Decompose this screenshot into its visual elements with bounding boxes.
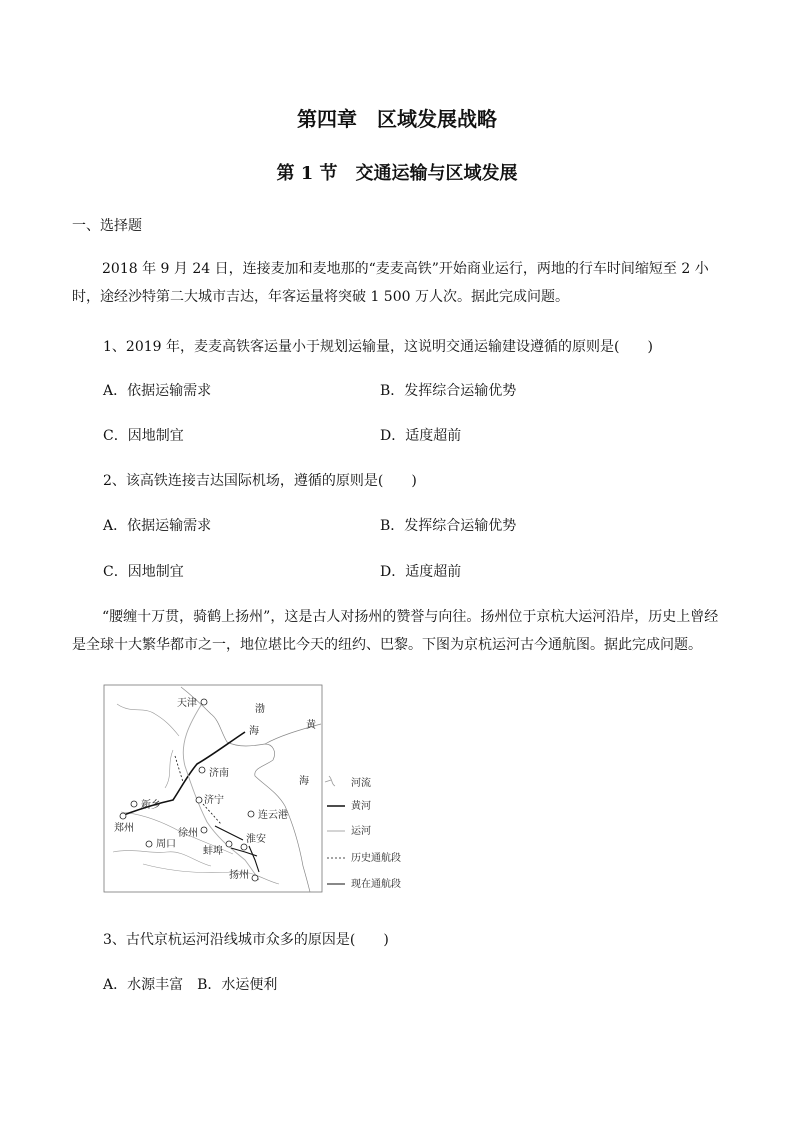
city-label-zhengzhou: 郑州 [114, 823, 134, 834]
section-title: 第 1 节 交通运输与区域发展 [276, 163, 518, 184]
grand-canal-map [103, 684, 415, 894]
city-label-zhoukou: 周口 [156, 839, 176, 850]
city-marker-jinan [199, 767, 205, 773]
question-3-stem: 3、古代京杭运河沿线城市众多的原因是( ) [103, 932, 389, 948]
sea-label-hai-2: 海 [299, 776, 309, 787]
city-label-tianjin: 天津 [177, 698, 197, 709]
legend-current-label: 现在通航段 [351, 879, 401, 890]
city-label-lianyungang: 连云港 [258, 810, 288, 821]
part-label: 一、选择题 [72, 218, 142, 234]
city-label-xuzhou: 徐州 [178, 828, 198, 839]
chapter-title: 第四章 区域发展战略 [297, 107, 497, 131]
city-label-xinxiang: 新乡 [141, 800, 161, 811]
sea-label-bo: 渤 [255, 704, 265, 715]
sea-label-huang: 黄 [306, 720, 316, 731]
city-marker-lianyungang [248, 811, 254, 817]
question-1-option-b: B．发挥综合运输优势 [380, 383, 517, 399]
passage-2: “腰缠十万贯，骑鹤上扬州”，这是古人对扬州的赞誉与向往。扬州位于京杭大运河沿岸，历史上曾经是全球十大繁华都市之一，地位堪比今天的纽约、巴黎。下图为京杭运河古今通航图。据此完成问题。 [72, 609, 719, 653]
legend-historical-label: 历史通航段 [351, 853, 401, 864]
city-label-huaian: 淮安 [246, 834, 266, 845]
legend-canal-label: 运河 [351, 826, 371, 837]
legend-yellow-river-label: 黄河 [351, 801, 371, 812]
sea-label-hai-1: 海 [249, 726, 259, 737]
question-1-option-a: A．依据运输需求 [103, 383, 212, 399]
question-2-option-d: D．适度超前 [380, 564, 462, 580]
question-2-option-b: B．发挥综合运输优势 [380, 518, 517, 534]
city-marker-xinxiang [131, 801, 137, 807]
map-legend [325, 776, 401, 890]
question-2-option-c: C．因地制宜 [103, 564, 184, 580]
question-1-stem: 1、2019 年，麦麦高铁客运量小于规划运输量，这说明交通运输建设遵循的原则是( ) [103, 339, 653, 355]
legend-river-label: 河流 [351, 778, 371, 789]
city-marker-jining [196, 797, 202, 803]
legend-river-symbol [325, 776, 335, 786]
city-marker-tianjin [201, 699, 207, 705]
city-marker-yangzhou [252, 875, 258, 881]
city-marker-xuzhou [201, 827, 207, 833]
city-marker-zhengzhou [120, 813, 126, 819]
city-marker-bengbu [226, 841, 232, 847]
question-2-stem: 2、该高铁连接吉达国际机场，遵循的原则是( ) [103, 473, 417, 489]
city-marker-zhoukou [146, 841, 152, 847]
question-1-option-d: D．适度超前 [380, 428, 462, 444]
passage-1: 2018 年 9 月 24 日，连接麦加和麦地那的“麦麦高铁”开始商业运行，两地的行车时间缩短至 2 小时，途经沙特第二大城市吉达，年客运量将突破 1 500 万人次。据此完成问题。 [72, 261, 709, 305]
question-1-option-c: C．因地制宜 [103, 428, 184, 444]
city-label-bengbu: 蚌埠 [203, 846, 223, 857]
city-label-jining: 济宁 [204, 795, 224, 806]
question-2-option-a: A．依据运输需求 [103, 518, 212, 534]
city-label-jinan: 济南 [209, 768, 229, 779]
question-3-options-ab: A．水源丰富 B．水运便利 [103, 977, 278, 993]
city-label-yangzhou: 扬州 [229, 870, 249, 881]
